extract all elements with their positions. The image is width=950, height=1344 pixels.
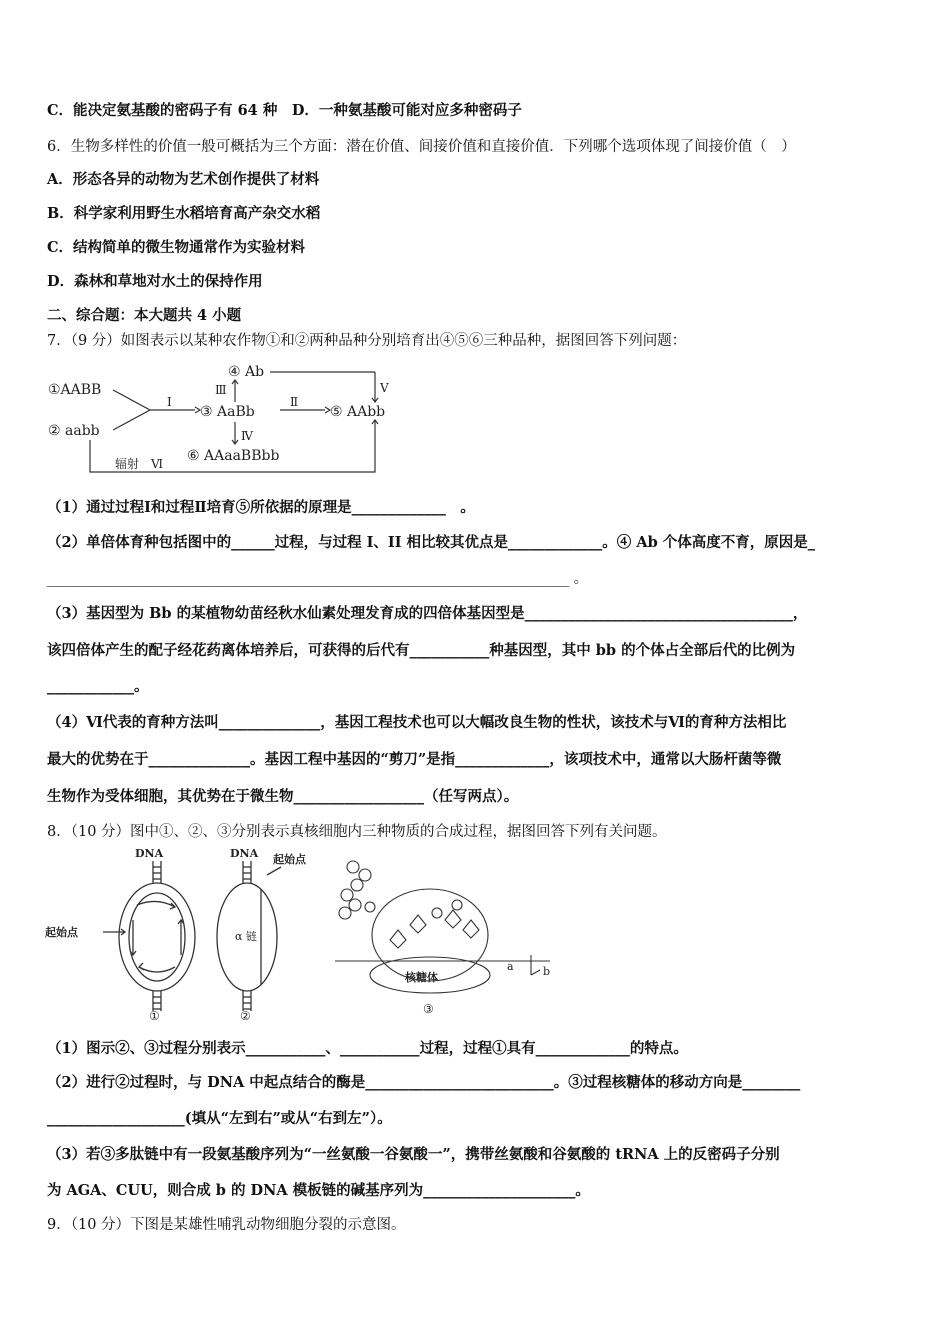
cross-lines [113, 390, 150, 430]
variety-5: ⑤ AAbb [330, 404, 386, 420]
breeding-diagram [45, 360, 405, 480]
process-1-label: Ⅰ [167, 395, 172, 409]
diagram-1-number: ① [149, 1009, 160, 1020]
synthesis-diagram [45, 845, 565, 1020]
q7-part1: （1）通过过程Ⅰ和过程Ⅱ培育⑤所依据的原理是_____________ 。 [47, 499, 475, 516]
variety-4: ④ Ab [228, 364, 265, 380]
q7-part3-cont: 该四倍体产生的配子经花药离体培养后，可获得的后代有___________种基因型，其中 bb 的个体占全部后代的比例为 [47, 642, 796, 659]
q7-part3: （3）基因型为 Bb 的某植物幼苗经秋水仙素处理发育成的四倍体基因型是_____________________________________， [47, 605, 808, 622]
process-5-label: Ⅴ [380, 381, 389, 395]
q8-part3: （3）若③多肽链中有一段氨基酸序列为“一丝氨酸一谷氨酸一”，携带丝氨酸和谷氨酸的 tRNA 上的反密码子分别 [47, 1146, 780, 1163]
variety-2: ② aabb [48, 423, 100, 439]
variety-6: ⑥ AAaaBBbb [187, 448, 280, 464]
diagram-2-number: ② [240, 1009, 251, 1020]
process-3-label: Ⅲ [215, 383, 227, 397]
section-heading: 二、综合题：本大题共 4 小题 [47, 307, 242, 324]
ribosome-label: 核糖体 [405, 971, 438, 984]
q7-stem: 7．（9 分）如图表示以某种农作物①和②两种品种分别培育出④⑤⑥三种品种，据图回答下列问题： [47, 333, 687, 349]
q7-part3-blank: ____________。 [47, 678, 149, 695]
origin-label-2: 起始点 [273, 853, 306, 866]
q9-stem: 9．（10 分）下图是某雄性哺乳动物细胞分裂的示意图。 [47, 1217, 406, 1233]
dna-label-2: DNA [230, 847, 259, 860]
translation-diagram [335, 861, 550, 993]
label-a: a [507, 960, 514, 973]
q8-part2-cont: ___________________(填从“左到右”或从“右到左”）。 [47, 1110, 392, 1127]
q8-part2: （2）进行②过程时，与 DNA 中起点结合的酶是__________________________。③过程核糖体的移动方向是________ [47, 1074, 801, 1091]
q6-option-c: C．结构简单的微生物通常作为实验材料 [47, 239, 306, 256]
q8-part1: （1）图示②、③过程分别表示___________、___________过程，过程①具有_____________的特点。 [47, 1040, 688, 1057]
q7-part2-blank: ________________________________________________________________________ 。 [47, 571, 589, 587]
dna-label-1: DNA [135, 847, 164, 860]
q7-part4-end: 生物作为受体细胞，其优势在于微生物__________________（任写两点）。 [47, 788, 519, 805]
q6-stem: 6．生物多样性的价值一般可概括为三个方面：潜在价值、间接价值和直接价值．下列哪个选项体现了间接价值（ ） [47, 139, 796, 155]
q5-option-cd: C．能决定氨基酸的密码子有 64 种 D．一种氨基酸可能对应多种密码子 [47, 102, 522, 119]
q6-option-a: A．形态各异的动物为艺术创作提供了材料 [47, 171, 320, 188]
q7-part4-cont: 最大的优势在于______________。基因工程中基因的“剪刀”是指_____________，该项技术中，通常以大肠杆菌等微 [47, 751, 782, 768]
alpha-strand-label: α 链 [235, 930, 257, 943]
q8-stem: 8．（10 分）图中①、②、③分别表示真核细胞内三种物质的合成过程，据图回答下列有关问题。 [47, 824, 667, 840]
process-6-label: 辐射 Ⅵ [115, 457, 164, 471]
variety-1: ①AABB [48, 382, 102, 398]
process-4-label: Ⅳ [241, 429, 253, 443]
q8-part3-cont: 为 AGA、CUU，则合成 b 的 DNA 模板链的碱基序列为_____________________。 [47, 1182, 590, 1199]
diagram-3-number: ③ [423, 1002, 434, 1016]
replication-bubble [103, 861, 195, 1011]
origin-label-1: 起始点 [45, 926, 78, 939]
q6-option-d: D．森林和草地对水土的保持作用 [47, 273, 263, 290]
q7-part4: （4）Ⅵ代表的育种方法叫______________，基因工程技术也可以大幅改良生物的性状，该技术与Ⅵ的育种方法相比 [47, 714, 787, 731]
q7-part2: （2）单倍体育种包括图中的______过程，与过程 I、II 相比较其优点是_____________。④ Ab 个体高度不育，原因是_ [47, 534, 816, 551]
process-2-label: Ⅱ [290, 395, 299, 409]
q6-option-b: B．科学家利用野生水稻培育高产杂交水稻 [47, 205, 321, 222]
label-b: b [543, 965, 551, 978]
variety-3: ③ AaBb [200, 404, 255, 420]
